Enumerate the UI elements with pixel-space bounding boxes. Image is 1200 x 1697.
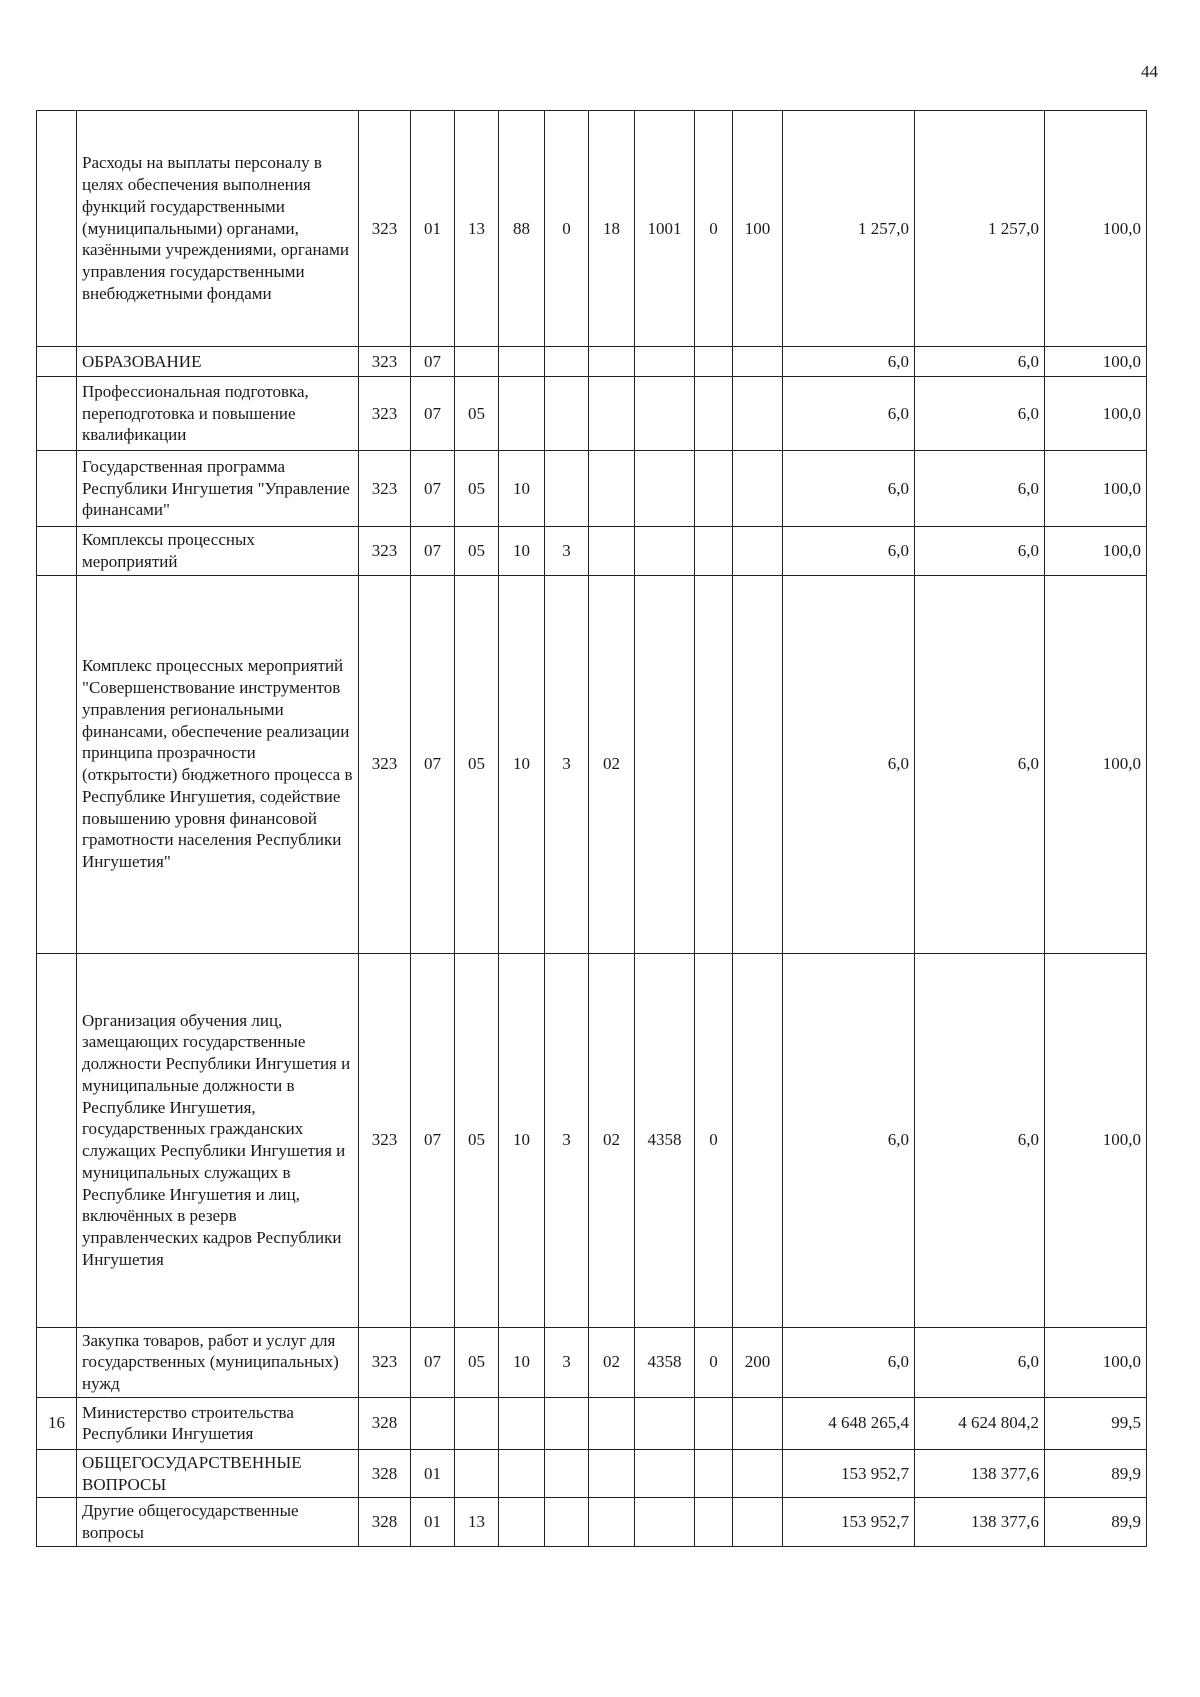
code-cell: 10 bbox=[499, 1327, 545, 1397]
execution-percent-cell: 89,9 bbox=[1045, 1498, 1147, 1547]
code-cell: 323 bbox=[359, 953, 411, 1327]
execution-percent-cell: 100,0 bbox=[1045, 377, 1147, 451]
code-cell: 0 bbox=[545, 111, 589, 347]
code-cell bbox=[545, 1397, 589, 1449]
code-cell bbox=[695, 451, 733, 527]
row-number-cell bbox=[37, 527, 77, 576]
code-cell: 328 bbox=[359, 1498, 411, 1547]
code-cell: 323 bbox=[359, 347, 411, 377]
code-cell: 18 bbox=[589, 111, 635, 347]
code-cell bbox=[545, 347, 589, 377]
code-cell bbox=[733, 377, 783, 451]
row-name-cell: ОБРАЗОВАНИЕ bbox=[77, 347, 359, 377]
page-number: 44 bbox=[1141, 62, 1158, 81]
code-cell: 13 bbox=[455, 111, 499, 347]
table-row bbox=[37, 953, 1147, 1327]
code-cell: 10 bbox=[499, 527, 545, 576]
row-name-cell: Закупка товаров, работ и услуг для государственных (муниципальных) нужд bbox=[77, 1327, 359, 1397]
code-cell bbox=[499, 347, 545, 377]
planned-amount-cell: 6,0 bbox=[783, 347, 915, 377]
code-cell: 328 bbox=[359, 1449, 411, 1498]
table-row bbox=[37, 111, 1147, 347]
code-cell bbox=[455, 347, 499, 377]
code-cell: 88 bbox=[499, 111, 545, 347]
row-number-cell: 16 bbox=[37, 1397, 77, 1449]
code-cell: 01 bbox=[411, 111, 455, 347]
code-cell bbox=[499, 377, 545, 451]
code-cell bbox=[635, 1397, 695, 1449]
code-cell bbox=[733, 1498, 783, 1547]
code-cell bbox=[545, 377, 589, 451]
actual-amount-cell: 138 377,6 bbox=[915, 1498, 1045, 1547]
code-cell: 100 bbox=[733, 111, 783, 347]
planned-amount-cell: 153 952,7 bbox=[783, 1449, 915, 1498]
execution-percent-cell: 100,0 bbox=[1045, 451, 1147, 527]
code-cell: 01 bbox=[411, 1449, 455, 1498]
row-number-cell bbox=[37, 1327, 77, 1397]
code-cell bbox=[733, 527, 783, 576]
code-cell bbox=[499, 1397, 545, 1449]
code-cell: 1001 bbox=[635, 111, 695, 347]
execution-percent-cell: 100,0 bbox=[1045, 575, 1147, 953]
code-cell: 05 bbox=[455, 1327, 499, 1397]
code-cell bbox=[545, 1449, 589, 1498]
row-number-cell bbox=[37, 953, 77, 1327]
actual-amount-cell: 6,0 bbox=[915, 575, 1045, 953]
code-cell: 200 bbox=[733, 1327, 783, 1397]
execution-percent-cell: 100,0 bbox=[1045, 527, 1147, 576]
code-cell: 07 bbox=[411, 347, 455, 377]
planned-amount-cell: 6,0 bbox=[783, 575, 915, 953]
code-cell bbox=[589, 527, 635, 576]
planned-amount-cell: 153 952,7 bbox=[783, 1498, 915, 1547]
row-number-cell bbox=[37, 111, 77, 347]
planned-amount-cell: 6,0 bbox=[783, 1327, 915, 1397]
execution-percent-cell: 100,0 bbox=[1045, 111, 1147, 347]
code-cell bbox=[733, 1449, 783, 1498]
code-cell bbox=[545, 1498, 589, 1547]
table-row bbox=[37, 377, 1147, 451]
row-number-cell bbox=[37, 1498, 77, 1547]
row-name-cell: ОБЩЕГОСУДАРСТВЕННЫЕ ВОПРОСЫ bbox=[77, 1449, 359, 1498]
table-body bbox=[37, 111, 1147, 1547]
code-cell: 07 bbox=[411, 953, 455, 1327]
budget-execution-table bbox=[36, 110, 1147, 1547]
actual-amount-cell: 4 624 804,2 bbox=[915, 1397, 1045, 1449]
code-cell bbox=[635, 377, 695, 451]
code-cell: 4358 bbox=[635, 953, 695, 1327]
code-cell bbox=[695, 527, 733, 576]
code-cell: 10 bbox=[499, 575, 545, 953]
code-cell bbox=[499, 1498, 545, 1547]
code-cell: 0 bbox=[695, 953, 733, 1327]
code-cell: 3 bbox=[545, 1327, 589, 1397]
code-cell: 0 bbox=[695, 111, 733, 347]
execution-percent-cell: 89,9 bbox=[1045, 1449, 1147, 1498]
code-cell bbox=[589, 377, 635, 451]
code-cell: 10 bbox=[499, 451, 545, 527]
code-cell: 0 bbox=[695, 1327, 733, 1397]
code-cell: 07 bbox=[411, 575, 455, 953]
row-name-cell: Расходы на выплаты персоналу в целях обеспечения выполнения функций государственными (муниципальными) органами, казёнными учреждениями, органами управления государственными внебюджетными фондами bbox=[77, 111, 359, 347]
code-cell: 05 bbox=[455, 575, 499, 953]
table-row bbox=[37, 1498, 1147, 1547]
table-row bbox=[37, 1327, 1147, 1397]
code-cell: 05 bbox=[455, 527, 499, 576]
code-cell bbox=[695, 347, 733, 377]
code-cell bbox=[733, 347, 783, 377]
planned-amount-cell: 6,0 bbox=[783, 527, 915, 576]
actual-amount-cell: 6,0 bbox=[915, 1327, 1045, 1397]
code-cell bbox=[635, 1498, 695, 1547]
planned-amount-cell: 6,0 bbox=[783, 377, 915, 451]
code-cell: 328 bbox=[359, 1397, 411, 1449]
code-cell: 4358 bbox=[635, 1327, 695, 1397]
code-cell: 05 bbox=[455, 451, 499, 527]
actual-amount-cell: 6,0 bbox=[915, 377, 1045, 451]
code-cell: 3 bbox=[545, 527, 589, 576]
code-cell: 07 bbox=[411, 527, 455, 576]
code-cell bbox=[589, 1397, 635, 1449]
actual-amount-cell: 6,0 bbox=[915, 451, 1045, 527]
code-cell bbox=[589, 451, 635, 527]
row-name-cell: Комплекс процессных мероприятий "Совершенствование инструментов управления региональными финансами, обеспечение реализации принципа прозрачности (открытости) бюджетного процесса в Республике Ингушетия, содействие повышению уровня финансовой грамотности населения Республики Ингушетия" bbox=[77, 575, 359, 953]
execution-percent-cell: 100,0 bbox=[1045, 347, 1147, 377]
code-cell bbox=[733, 1397, 783, 1449]
row-number-cell bbox=[37, 1449, 77, 1498]
actual-amount-cell: 1 257,0 bbox=[915, 111, 1045, 347]
code-cell: 323 bbox=[359, 451, 411, 527]
planned-amount-cell: 1 257,0 bbox=[783, 111, 915, 347]
table-row bbox=[37, 451, 1147, 527]
code-cell bbox=[635, 347, 695, 377]
code-cell bbox=[635, 527, 695, 576]
planned-amount-cell: 4 648 265,4 bbox=[783, 1397, 915, 1449]
code-cell bbox=[589, 347, 635, 377]
code-cell bbox=[733, 575, 783, 953]
table-row bbox=[37, 575, 1147, 953]
code-cell: 3 bbox=[545, 953, 589, 1327]
actual-amount-cell: 6,0 bbox=[915, 953, 1045, 1327]
row-name-cell: Государственная программа Республики Ингушетия "Управление финансами" bbox=[77, 451, 359, 527]
row-name-cell: Профессиональная подготовка, переподготовка и повышение квалификации bbox=[77, 377, 359, 451]
table-row bbox=[37, 1449, 1147, 1498]
code-cell bbox=[695, 1449, 733, 1498]
actual-amount-cell: 138 377,6 bbox=[915, 1449, 1045, 1498]
code-cell bbox=[733, 451, 783, 527]
code-cell bbox=[635, 575, 695, 953]
row-number-cell bbox=[37, 377, 77, 451]
code-cell bbox=[589, 1498, 635, 1547]
code-cell bbox=[455, 1397, 499, 1449]
table-row bbox=[37, 527, 1147, 576]
code-cell bbox=[499, 1449, 545, 1498]
row-name-cell: Комплексы процессных мероприятий bbox=[77, 527, 359, 576]
row-name-cell: Организация обучения лиц, замещающих государственные должности Республики Ингушетия и муниципальные должности в Республике Ингушетия, государственных гражданских служащих Республики Ингушетия и муниципальных служащих в Республике Ингушетия и лиц, включённых в резерв управленческих кадров Республики Ингушетия bbox=[77, 953, 359, 1327]
code-cell bbox=[695, 1397, 733, 1449]
code-cell: 10 bbox=[499, 953, 545, 1327]
code-cell bbox=[411, 1397, 455, 1449]
row-number-cell bbox=[37, 575, 77, 953]
actual-amount-cell: 6,0 bbox=[915, 527, 1045, 576]
code-cell: 01 bbox=[411, 1498, 455, 1547]
execution-percent-cell: 100,0 bbox=[1045, 1327, 1147, 1397]
execution-percent-cell: 100,0 bbox=[1045, 953, 1147, 1327]
table-row bbox=[37, 1397, 1147, 1449]
code-cell bbox=[695, 1498, 733, 1547]
planned-amount-cell: 6,0 bbox=[783, 953, 915, 1327]
code-cell: 323 bbox=[359, 111, 411, 347]
row-number-cell bbox=[37, 347, 77, 377]
planned-amount-cell: 6,0 bbox=[783, 451, 915, 527]
code-cell bbox=[635, 1449, 695, 1498]
actual-amount-cell: 6,0 bbox=[915, 347, 1045, 377]
code-cell: 323 bbox=[359, 575, 411, 953]
code-cell: 07 bbox=[411, 377, 455, 451]
code-cell bbox=[635, 451, 695, 527]
code-cell: 07 bbox=[411, 451, 455, 527]
code-cell bbox=[695, 575, 733, 953]
code-cell: 13 bbox=[455, 1498, 499, 1547]
code-cell bbox=[733, 953, 783, 1327]
row-name-cell: Другие общегосударственные вопросы bbox=[77, 1498, 359, 1547]
code-cell: 02 bbox=[589, 575, 635, 953]
code-cell bbox=[589, 1449, 635, 1498]
table-row bbox=[37, 347, 1147, 377]
row-name-cell: Министерство строительства Республики Ингушетия bbox=[77, 1397, 359, 1449]
code-cell: 05 bbox=[455, 953, 499, 1327]
code-cell: 323 bbox=[359, 377, 411, 451]
code-cell bbox=[545, 451, 589, 527]
row-number-cell bbox=[37, 451, 77, 527]
code-cell: 323 bbox=[359, 527, 411, 576]
code-cell: 02 bbox=[589, 1327, 635, 1397]
code-cell bbox=[455, 1449, 499, 1498]
code-cell bbox=[695, 377, 733, 451]
code-cell: 07 bbox=[411, 1327, 455, 1397]
execution-percent-cell: 99,5 bbox=[1045, 1397, 1147, 1449]
code-cell: 323 bbox=[359, 1327, 411, 1397]
code-cell: 02 bbox=[589, 953, 635, 1327]
code-cell: 3 bbox=[545, 575, 589, 953]
code-cell: 05 bbox=[455, 377, 499, 451]
